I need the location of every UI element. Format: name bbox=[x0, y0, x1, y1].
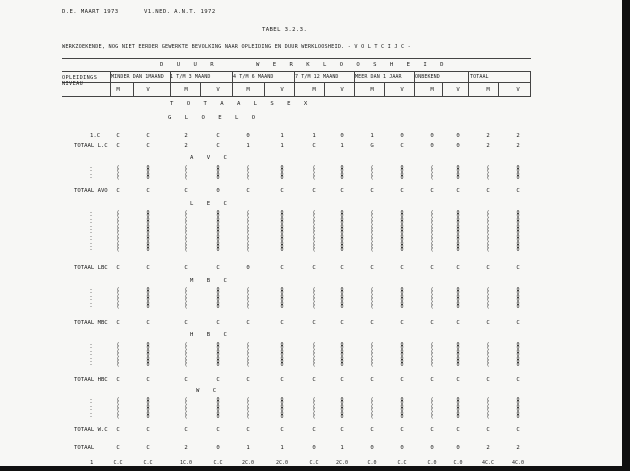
table-cell: C bbox=[116, 188, 120, 194]
table-cell: 0 bbox=[400, 133, 404, 139]
stacked-entry-column: 0 0 0 0 bbox=[456, 165, 460, 182]
subcolumn-divider bbox=[498, 82, 499, 96]
table-cell: 0 bbox=[430, 143, 434, 149]
table-cell: C bbox=[146, 265, 150, 271]
stacked-entry-column: ( ( ( ( ( ( ( bbox=[184, 342, 188, 369]
table-number: TABEL 3.2.3. bbox=[262, 27, 308, 33]
header-date: D.E. MAART 1973 bbox=[62, 9, 119, 15]
column-subheader: M bbox=[312, 87, 316, 93]
stacked-entry-column: 0 0 0 0 0 0 0 bbox=[340, 342, 344, 369]
table-cell: 2 bbox=[516, 143, 520, 149]
stacked-entry-column: ( ( ( ( ( ( ( ( ( ( ( ( bbox=[116, 210, 120, 254]
stacked-entry-column: 0 0 0 0 bbox=[146, 165, 150, 182]
stacked-entry-column: ( ( ( ( ( ( bbox=[430, 287, 434, 311]
column-group-label: 1 T/M 3 MAAND bbox=[170, 74, 211, 80]
stacked-entry-column: ( ( ( ( ( ( bbox=[246, 397, 250, 421]
span-label-duur: D U U R bbox=[160, 62, 219, 68]
stacked-row-codes: - - - - - - bbox=[89, 287, 93, 311]
stacked-entry-column: ( ( ( ( ( ( ( bbox=[486, 342, 490, 369]
header-edition: V1.NED. A.N.T. 1972 bbox=[144, 9, 216, 15]
stacked-entry-column: 0 0 0 0 0 0 bbox=[146, 397, 150, 421]
column-divider bbox=[232, 71, 233, 96]
table-cell: 1 bbox=[370, 133, 374, 139]
table-cell: C bbox=[456, 427, 460, 433]
table-cell: 2C.0 bbox=[275, 460, 289, 466]
table-cell: C bbox=[370, 320, 374, 326]
stacked-entry-column: 0 0 0 0 0 0 0 bbox=[516, 342, 520, 369]
stacked-row-codes: - - - - - - bbox=[89, 397, 93, 421]
table-cell: 1 bbox=[280, 133, 284, 139]
stacked-entry-column: 0 0 0 0 0 0 0 0 0 0 0 0 bbox=[400, 210, 404, 254]
table-cell: C bbox=[370, 188, 374, 194]
table-cell: C bbox=[146, 445, 150, 451]
subcolumn-divider bbox=[442, 82, 443, 96]
table-cell: 2C.0 bbox=[241, 460, 255, 466]
stacked-entry-column: 0 0 0 0 0 0 0 0 0 0 0 0 bbox=[456, 210, 460, 254]
table-cell: 2 bbox=[184, 133, 188, 139]
stacked-entry-column: ( ( ( ( ( ( bbox=[486, 397, 490, 421]
stacked-entry-column: 0 0 0 0 0 0 0 0 0 0 0 0 bbox=[340, 210, 344, 254]
table-cell: C bbox=[370, 427, 374, 433]
table-cell: 2 bbox=[516, 133, 520, 139]
column-divider bbox=[468, 71, 469, 96]
table-cell: C bbox=[146, 133, 150, 139]
table-cell: C bbox=[280, 320, 284, 326]
table-cell: C bbox=[312, 143, 316, 149]
column-group-label: 7 T/M 12 MAAND bbox=[295, 74, 339, 80]
table-title: WERKZOEKENDE, NOG NIET EERDER GEWERKTE BEVOLKING NAAR OPLEIDING EN DUUR WERKLOOSHEID. - V O L T C I J C - bbox=[62, 44, 411, 50]
span-label-werkloosheid: W E R K L O O S H E I D bbox=[256, 62, 449, 68]
section-title-totaal-sex: T O T A A L S E X bbox=[170, 101, 313, 107]
table-cell: C.C bbox=[309, 460, 319, 466]
table-cell: C bbox=[516, 265, 520, 271]
table-cell: C bbox=[516, 377, 520, 383]
table-cell: C bbox=[216, 320, 220, 326]
stacked-entry-column: ( ( ( ( bbox=[116, 165, 120, 182]
table-cell: 0 bbox=[370, 445, 374, 451]
row-header-line2: NIVEAU bbox=[62, 81, 84, 87]
table-cell: C bbox=[456, 377, 460, 383]
stacked-entry-column: 0 0 0 0 0 0 0 bbox=[456, 342, 460, 369]
stacked-entry-column: ( ( ( ( ( ( ( bbox=[246, 342, 250, 369]
table-cell: C bbox=[116, 320, 120, 326]
section-title-glo-elo: G L O E L O bbox=[168, 115, 261, 121]
table-cell: 1 bbox=[340, 143, 344, 149]
stacked-entry-column: ( ( ( ( bbox=[430, 165, 434, 182]
stacked-entry-column: ( ( ( ( ( ( ( bbox=[116, 342, 120, 369]
row-label: TOTAAL W.C bbox=[74, 427, 108, 433]
column-subheader: V bbox=[146, 87, 150, 93]
table-cell: C bbox=[116, 445, 120, 451]
row-label: TOTAAL AVO bbox=[74, 188, 108, 194]
table-cell: C bbox=[370, 265, 374, 271]
table-cell: C bbox=[400, 188, 404, 194]
table-cell: C bbox=[184, 188, 188, 194]
subcolumn-divider bbox=[264, 82, 265, 96]
header-rule-mid bbox=[62, 71, 531, 72]
table-cell: C bbox=[184, 427, 188, 433]
scan-border-right bbox=[622, 0, 630, 471]
table-cell: C bbox=[146, 320, 150, 326]
stacked-entry-column: ( ( ( ( bbox=[486, 165, 490, 182]
table-cell: C bbox=[184, 377, 188, 383]
column-divider bbox=[414, 71, 415, 96]
subcolumn-divider bbox=[133, 82, 134, 96]
stacked-entry-column: 0 0 0 0 bbox=[280, 165, 284, 182]
stacked-entry-column: 0 0 0 0 0 0 0 0 0 0 0 0 bbox=[280, 210, 284, 254]
stacked-entry-column: 0 0 0 0 0 0 bbox=[456, 287, 460, 311]
table-cell: C.C bbox=[113, 460, 123, 466]
table-cell: 2 bbox=[516, 445, 520, 451]
row-header-line1: OPLEIDINGS bbox=[62, 75, 98, 81]
column-group-label: MEER DAN 1 JAAR bbox=[355, 74, 402, 80]
table-cell: C bbox=[400, 427, 404, 433]
table-cell: C bbox=[116, 133, 120, 139]
header-rule-bottom bbox=[62, 96, 531, 97]
stacked-entry-column: ( ( ( ( ( ( bbox=[312, 397, 316, 421]
table-cell: 2 bbox=[486, 143, 490, 149]
stacked-entry-column: ( ( ( ( bbox=[370, 165, 374, 182]
stacked-entry-column: 0 0 0 0 0 0 0 bbox=[280, 342, 284, 369]
table-cell: 0 bbox=[216, 445, 220, 451]
stacked-entry-column: 0 0 0 0 bbox=[400, 165, 404, 182]
subsection-title-mbo: M B C bbox=[190, 278, 232, 284]
subsection-title-wo: W C bbox=[196, 388, 222, 394]
column-subheader: M bbox=[486, 87, 490, 93]
stacked-entry-column: ( ( ( ( ( ( ( ( ( ( ( ( bbox=[246, 210, 250, 254]
stacked-entry-column: 0 0 0 0 0 0 bbox=[400, 287, 404, 311]
table-cell: C bbox=[486, 427, 490, 433]
table-cell: C bbox=[312, 427, 316, 433]
stacked-entry-column: 0 0 0 0 0 0 bbox=[216, 397, 220, 421]
table-cell: C bbox=[312, 377, 316, 383]
table-cell: C bbox=[280, 377, 284, 383]
row-label: 1.C bbox=[90, 133, 101, 139]
table-cell: C bbox=[246, 320, 250, 326]
stacked-entry-column: ( ( ( ( ( ( bbox=[246, 287, 250, 311]
table-cell: C bbox=[216, 377, 220, 383]
subsection-title-lbo: L E C bbox=[190, 201, 232, 207]
table-cell: 2 bbox=[184, 445, 188, 451]
stacked-entry-column: 0 0 0 0 0 0 bbox=[280, 397, 284, 421]
stacked-entry-column: ( ( ( ( ( ( bbox=[116, 287, 120, 311]
table-cell: C bbox=[400, 265, 404, 271]
table-cell: C bbox=[516, 188, 520, 194]
table-cell: 4C.C bbox=[481, 460, 495, 466]
stacked-entry-column: ( ( ( ( ( ( ( ( ( ( ( ( bbox=[430, 210, 434, 254]
table-cell: C bbox=[216, 265, 220, 271]
table-cell: 0 bbox=[430, 133, 434, 139]
table-cell: C bbox=[400, 143, 404, 149]
table-cell: C bbox=[430, 265, 434, 271]
column-divider bbox=[170, 71, 171, 96]
column-subheader: M bbox=[370, 87, 374, 93]
stacked-entry-column: ( ( ( ( ( ( bbox=[184, 287, 188, 311]
table-cell: C bbox=[486, 188, 490, 194]
table-cell: C bbox=[516, 427, 520, 433]
column-divider bbox=[530, 71, 531, 96]
column-divider bbox=[354, 71, 355, 96]
header-rule-top bbox=[62, 58, 531, 59]
table-cell: 1 bbox=[280, 445, 284, 451]
table-cell: 1 bbox=[340, 445, 344, 451]
table-cell: C bbox=[456, 188, 460, 194]
table-cell: C bbox=[430, 377, 434, 383]
table-cell: C.0 bbox=[427, 460, 437, 466]
subsection-title-hbo: H B C bbox=[190, 332, 232, 338]
row-label: TOTAAL LBC bbox=[74, 265, 108, 271]
stacked-entry-column: ( ( ( ( ( ( bbox=[370, 287, 374, 311]
stacked-entry-column: 0 0 0 0 bbox=[216, 165, 220, 182]
stacked-row-codes: - - - - - - - bbox=[89, 342, 93, 369]
subcolumn-divider bbox=[200, 82, 201, 96]
table-cell: C bbox=[516, 320, 520, 326]
stacked-entry-column: ( ( ( ( ( ( ( bbox=[370, 342, 374, 369]
table-cell: C.C bbox=[213, 460, 223, 466]
table-cell: C bbox=[340, 377, 344, 383]
table-cell: C bbox=[216, 427, 220, 433]
table-cell: C.C bbox=[397, 460, 407, 466]
stacked-entry-column: ( ( ( ( bbox=[246, 165, 250, 182]
table-cell: 2 bbox=[486, 133, 490, 139]
stacked-row-codes: - - - - bbox=[89, 165, 93, 182]
table-cell: 0 bbox=[340, 133, 344, 139]
table-cell: C bbox=[184, 320, 188, 326]
stacked-entry-column: ( ( ( ( ( ( bbox=[312, 287, 316, 311]
stacked-entry-column: 0 0 0 0 0 0 bbox=[340, 287, 344, 311]
table-cell: C bbox=[184, 265, 188, 271]
table-cell: C bbox=[400, 320, 404, 326]
table-cell: C bbox=[146, 143, 150, 149]
column-subheader: V bbox=[216, 87, 220, 93]
table-cell: C bbox=[370, 377, 374, 383]
subcolumn-divider bbox=[384, 82, 385, 96]
table-cell: C bbox=[280, 265, 284, 271]
table-cell: C bbox=[216, 133, 220, 139]
column-divider bbox=[110, 71, 111, 96]
stacked-entry-column: ( ( ( ( ( ( bbox=[184, 397, 188, 421]
column-subheader: V bbox=[280, 87, 284, 93]
stacked-entry-column: 0 0 0 0 0 0 bbox=[516, 397, 520, 421]
column-group-label: 4 T/M 6 MAAND bbox=[233, 74, 274, 80]
table-cell: G bbox=[370, 143, 374, 149]
stacked-entry-column: 0 0 0 0 0 0 bbox=[456, 397, 460, 421]
table-cell: 4C.0 bbox=[511, 460, 525, 466]
stacked-entry-column: 0 0 0 0 0 0 0 0 0 0 0 0 bbox=[516, 210, 520, 254]
table-cell: C bbox=[312, 188, 316, 194]
table-cell: C bbox=[146, 377, 150, 383]
stacked-entry-column: 0 0 0 0 bbox=[340, 165, 344, 182]
table-cell: 0 bbox=[456, 133, 460, 139]
table-cell: C bbox=[430, 320, 434, 326]
stacked-entry-column: ( ( ( ( ( ( ( bbox=[430, 342, 434, 369]
stacked-entry-column: ( ( ( ( ( ( ( ( ( ( ( ( bbox=[486, 210, 490, 254]
table-cell: C bbox=[116, 265, 120, 271]
row-label: TOTAAL bbox=[74, 445, 95, 451]
table-cell: C bbox=[246, 188, 250, 194]
table-cell: C bbox=[340, 265, 344, 271]
table-cell: C bbox=[246, 377, 250, 383]
stacked-entry-column: ( ( ( ( ( ( bbox=[486, 287, 490, 311]
stacked-entry-column: 0 0 0 0 0 0 0 bbox=[216, 342, 220, 369]
column-subheader: M bbox=[430, 87, 434, 93]
table-cell: C bbox=[430, 427, 434, 433]
table-cell: C bbox=[400, 377, 404, 383]
column-subheader: V bbox=[400, 87, 404, 93]
table-cell: C bbox=[280, 427, 284, 433]
table-cell: C bbox=[116, 427, 120, 433]
table-cell: 0 bbox=[312, 445, 316, 451]
table-cell: C bbox=[246, 427, 250, 433]
table-cell: C.0 bbox=[367, 460, 377, 466]
table-cell: C bbox=[146, 427, 150, 433]
table-cell: 1C.0 bbox=[179, 460, 193, 466]
column-group-label: TOTAAL bbox=[470, 74, 489, 80]
stacked-entry-column: 0 0 0 0 0 0 bbox=[280, 287, 284, 311]
table-cell: C bbox=[340, 427, 344, 433]
column-subheader: M bbox=[116, 87, 120, 93]
column-group-label: ONBEKEND bbox=[415, 74, 440, 80]
stacked-entry-column: ( ( ( ( ( ( bbox=[370, 397, 374, 421]
table-cell: C bbox=[486, 265, 490, 271]
table-cell: 1 bbox=[246, 445, 250, 451]
column-subheader: V bbox=[340, 87, 344, 93]
stacked-entry-column: ( ( ( ( bbox=[312, 165, 316, 182]
stacked-entry-column: ( ( ( ( ( ( bbox=[116, 397, 120, 421]
stacked-entry-column: 0 0 0 0 bbox=[516, 165, 520, 182]
subcolumn-divider bbox=[324, 82, 325, 96]
table-cell: 1 bbox=[280, 143, 284, 149]
table-cell: 2 bbox=[184, 143, 188, 149]
stacked-entry-column: ( ( ( ( ( ( ( bbox=[312, 342, 316, 369]
subsection-title-avo: A V C bbox=[190, 155, 232, 161]
stacked-entry-column: ( ( ( ( ( ( bbox=[430, 397, 434, 421]
table-cell: 0 bbox=[400, 445, 404, 451]
row-label: TOTAAL HBC bbox=[74, 377, 108, 383]
table-cell: C bbox=[430, 188, 434, 194]
table-cell: C bbox=[340, 188, 344, 194]
table-cell: C bbox=[116, 377, 120, 383]
stacked-entry-column: ( ( ( ( ( ( ( ( ( ( ( ( bbox=[370, 210, 374, 254]
stacked-entry-column: 0 0 0 0 0 0 0 0 0 0 0 0 bbox=[216, 210, 220, 254]
table-cell: 2 bbox=[486, 445, 490, 451]
stacked-entry-column: ( ( ( ( bbox=[184, 165, 188, 182]
stacked-entry-column: 0 0 0 0 0 0 bbox=[516, 287, 520, 311]
stacked-row-codes: - - - - - - - - - - - - bbox=[89, 210, 93, 254]
table-cell: C bbox=[280, 188, 284, 194]
column-subheader: V bbox=[456, 87, 460, 93]
table-cell: 0 bbox=[246, 133, 250, 139]
table-cell: C bbox=[486, 377, 490, 383]
table-cell: C bbox=[116, 143, 120, 149]
table-cell: 0 bbox=[456, 143, 460, 149]
table-cell: 1 bbox=[246, 143, 250, 149]
column-divider bbox=[294, 71, 295, 96]
column-subheader: M bbox=[184, 87, 188, 93]
stacked-entry-column: 0 0 0 0 0 0 bbox=[400, 397, 404, 421]
table-cell: C.C bbox=[143, 460, 153, 466]
table-cell: C bbox=[312, 320, 316, 326]
row-label: TOTAAL MBC bbox=[74, 320, 108, 326]
column-subheader: V bbox=[516, 87, 520, 93]
column-subheader: M bbox=[246, 87, 250, 93]
table-cell: C bbox=[456, 265, 460, 271]
table-cell: C bbox=[216, 143, 220, 149]
stacked-entry-column: 0 0 0 0 0 0 0 0 0 0 0 0 bbox=[146, 210, 150, 254]
table-cell: C bbox=[456, 320, 460, 326]
stacked-entry-column: 0 0 0 0 0 0 bbox=[146, 287, 150, 311]
table-cell: 2C.0 bbox=[335, 460, 349, 466]
table-cell: C bbox=[146, 188, 150, 194]
row-label: 1 bbox=[90, 460, 94, 466]
stacked-entry-column: ( ( ( ( ( ( ( ( ( ( ( ( bbox=[184, 210, 188, 254]
table-cell: C bbox=[486, 320, 490, 326]
table-cell: C bbox=[340, 320, 344, 326]
stacked-entry-column: 0 0 0 0 0 0 0 bbox=[400, 342, 404, 369]
stacked-entry-column: 0 0 0 0 0 0 bbox=[216, 287, 220, 311]
row-label: TOTAAL L.C bbox=[74, 143, 108, 149]
stacked-entry-column: 0 0 0 0 0 0 0 bbox=[146, 342, 150, 369]
table-cell: 0 bbox=[430, 445, 434, 451]
stacked-entry-column: 0 0 0 0 0 0 bbox=[340, 397, 344, 421]
table-cell: 0 bbox=[456, 445, 460, 451]
stacked-entry-column: ( ( ( ( ( ( ( ( ( ( ( ( bbox=[312, 210, 316, 254]
table-cell: 1 bbox=[312, 133, 316, 139]
table-cell: C.0 bbox=[453, 460, 463, 466]
column-group-label: MINDER DAN 1MAAND bbox=[111, 74, 164, 80]
table-cell: C bbox=[312, 265, 316, 271]
table-cell: 0 bbox=[216, 188, 220, 194]
table-cell: 0 bbox=[246, 265, 250, 271]
